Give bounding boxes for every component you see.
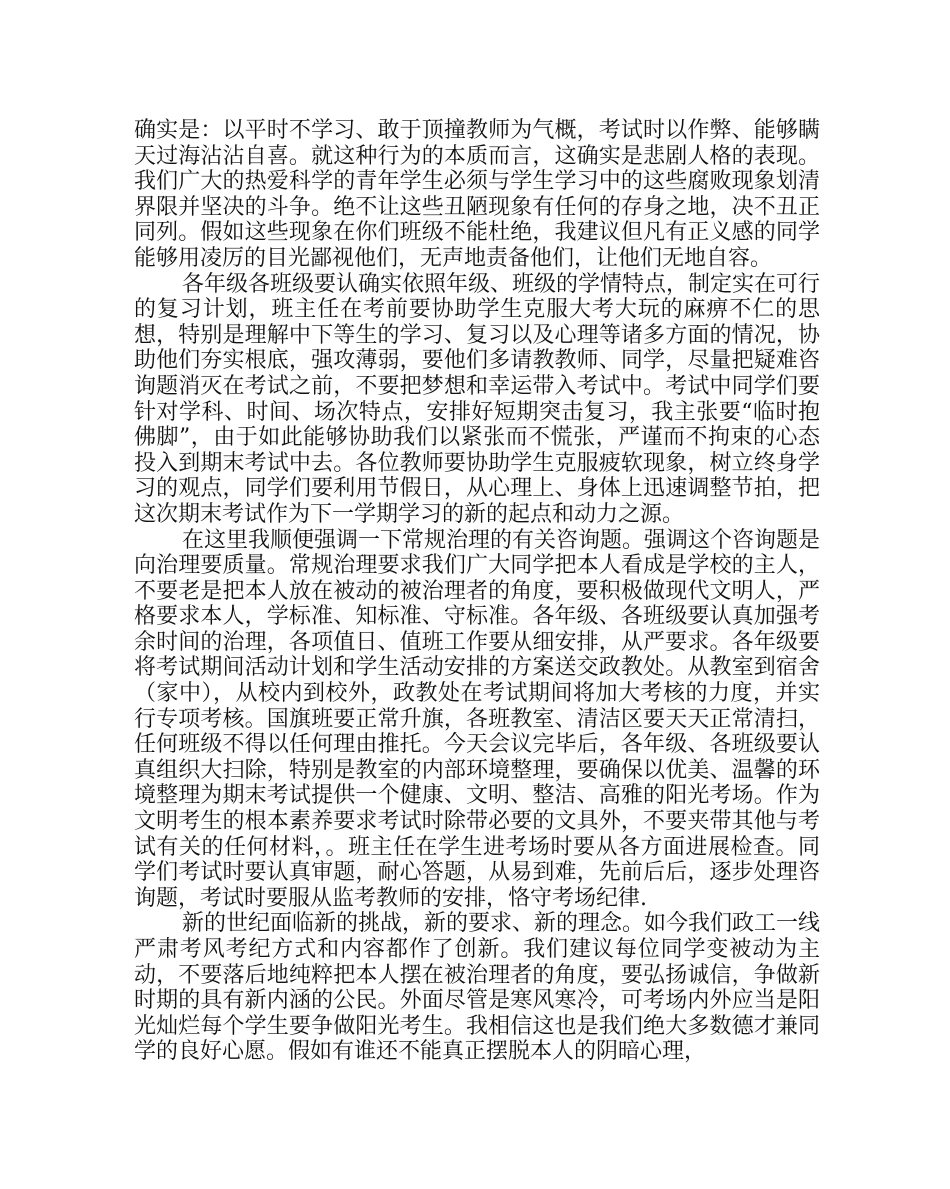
document-page [134, 118, 820, 1065]
paragraph-3: 在这里我顺便强调一下常规治理的有关咨询题。强调这个咨询题是向治理要质量。常规治理要求我们广大同学把本人看成是学校的主人，不要老是把本人放在被动的被治理者的角度，要积极做现代文明人，严格要求本人，学标准、知标准、守标准。各年级、各班级要认真加强考余时间的治理，各项值日、值班工作要从细安排，从严要求。各年级要将考试期间活动计划和学生活动安排的方案送交政教处。从教室到宿舍（家中），从校内到校外，政教处在考试期间将加大考核的力度，并实行专项考核。国旗班要正常升旗，各班教室、清洁区要天天正常清扫，任何班级不得以任何理由推托。今天会议完毕后，各年级、各班级要认真组织大扫除，特别是教室的内部环境整理，要确保以优美、温馨的环境整理为期末考试提供一个健康、文明、整洁、高雅的阳光考场。作为文明考生的根本素养要求考试时除带必要的文具外，不要夹带其他与考试有关的任何材料，。班主任在学生进考场时要从各方面进展检查。同学们考试时要认真审题，耐心答题，从易到难，先前后后，逐步处理咨询题，考试时要服从监考教师的安排，恪守考场纪律. [134, 527, 821, 911]
paragraph-1: 确实是：以平时不学习、敢于顶撞教师为气概，考试时以作弊、能够瞒天过海沾沾自喜。就这种行为的本质而言，这确实是悲剧人格的表现。我们广大的热爱科学的青年学生必须与学生学习中的这些腐败现象划清界限并坚决的斗争。绝不让这些丑陋现象有任何的存身之地，决不丑正同列。假如这些现象在你们班级不能杜绝，我建议但凡有正义感的同学能够用凌厉的目光鄙视他们，无声地责备他们，让他们无地自容。 [134, 118, 820, 271]
paragraph-2: 各年级各班级要认确实依照年级、班级的学情特点，制定实在可行的复习计划，班主任在考前要协助学生克服大考大玩的麻痹不仁的思想，特别是理解中下等生的学习、复习以及心理等诸多方面的情况，协助他们夯实根底，强攻薄弱，要他们多请教教师、同学，尽量把疑难咨询题消灭在考试之前，不要把梦想和幸运带入考试中。考试中同学们要针对学科、时间、场次特点，安排好短期突击复习，我主张要“临时抱佛脚”，由于如此能够协助我们以紧张而不慌张，严谨而不拘束的心态投入到期末考试中去。各位教师要协助学生克服疲软现象，树立终身学习的观点，同学们要利用节假日，从心理上、身体上迅速调整节拍，把这次期末考试作为下一学期学习的新的起点和动力之源。 [134, 271, 821, 527]
paragraph-4: 新的世纪面临新的挑战，新的要求、新的理念。如今我们政工一线严肃考风考纪方式和内容都作了创新。我们建议每位同学变被动为主动，不要落后地纯粹把本人摆在被治理者的角度，要弘扬诚信，争做新时期的具有新内涵的公民。外面尽管是寒风寒冷，可考场内外应当是阳光灿烂每个学生要争做阳光考生。我相信这也是我们绝大多数德才兼同学的良好心愿。假如有谁还不能真正摆脱本人的阴暗心理， [134, 911, 821, 1065]
